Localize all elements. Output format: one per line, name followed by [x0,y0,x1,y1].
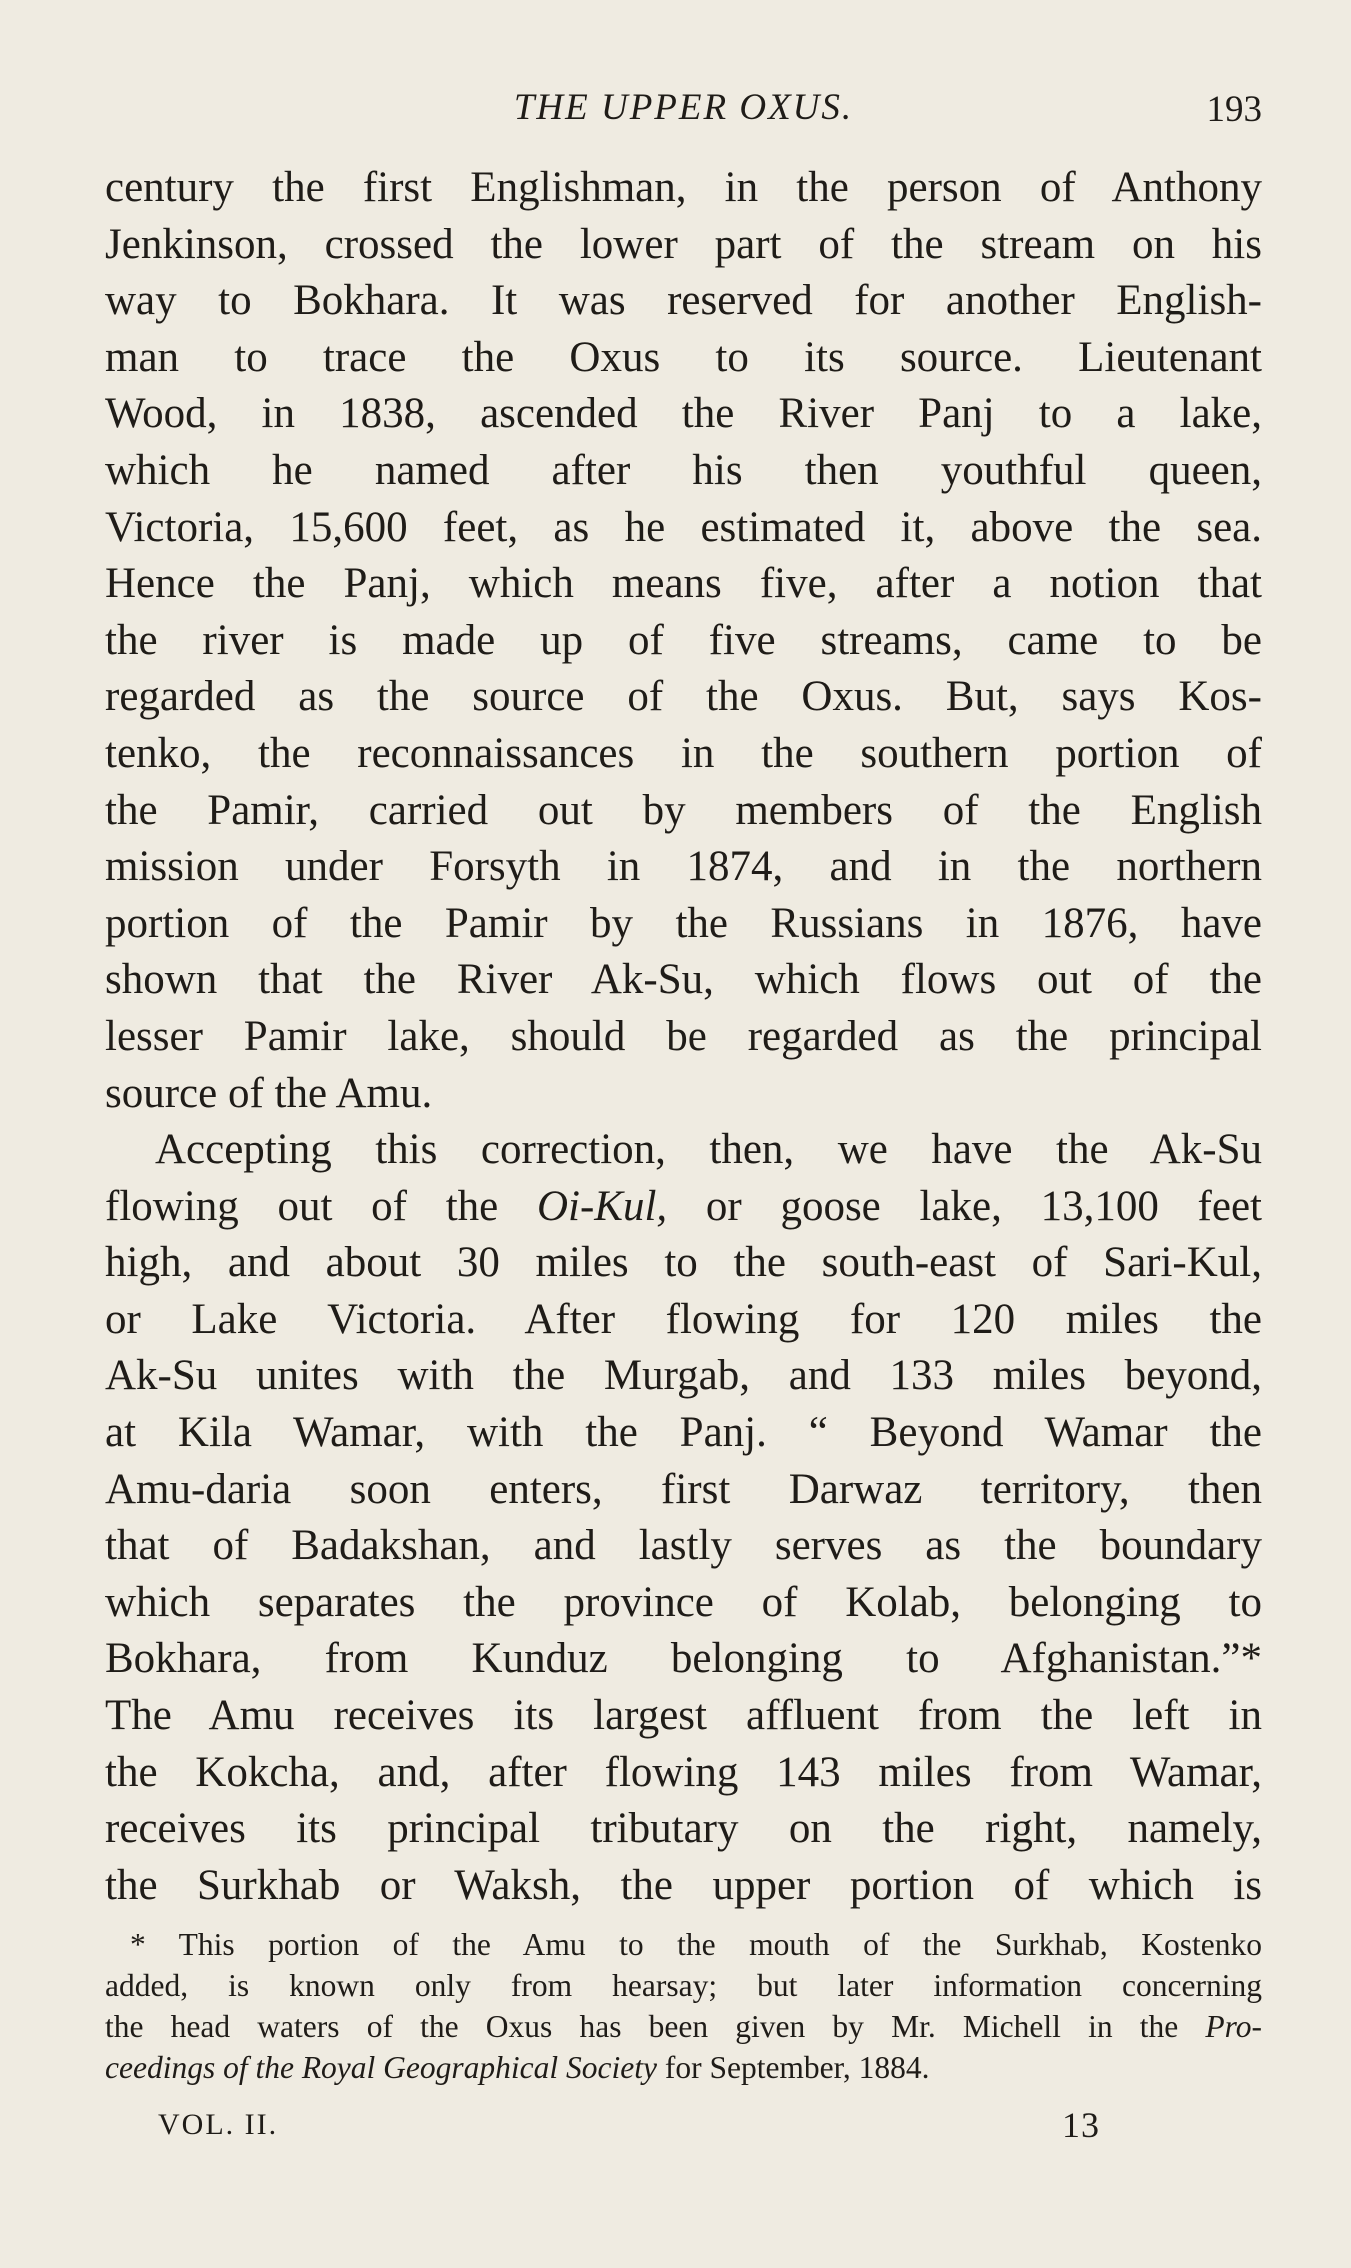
text-segment: the head waters of the Oxus has been given by Mr. Michell in the [105,2009,1206,2044]
text-line: high, and about 30 miles to the south-east of Sari-Kul, [105,1239,1262,1287]
text-line: Hence the Panj, which means five, after a notion that [105,560,1262,608]
text-line: man to trace the Oxus to its source. Lieutenant [105,333,1262,381]
text-line: the Surkhab or Waksh, the upper portion of which is [105,1861,1262,1909]
text-line-with-italic [105,1179,1262,1236]
footnote-line [105,2047,1262,2088]
text-line: shown that the River Ak-Su, which flows out of the [105,956,1262,1004]
text-line: century the first Englishman, in the person of Anthony [105,164,1262,211]
text-segment: flowing out of the [105,1182,537,1230]
text-line: mission under Forsyth in 1874, and in the northern [105,843,1262,891]
volume-signature: VOL. II. [158,2108,279,2141]
text-line: tenko, the reconnaissances in the southern portion of [105,729,1262,777]
text-line: Bokhara, from Kunduz belonging to Afghanistan.”* [105,1635,1262,1683]
text-line: The Amu receives its largest affluent from the left in [105,1692,1262,1740]
signature-mark: 13 [1062,2105,1100,2145]
text-line: or Lake Victoria. After flowing for 120 miles the [105,1295,1262,1343]
body-text [105,160,1262,1914]
text-line: the Kokcha, and, after flowing 143 miles from Wamar, [105,1748,1262,1796]
text-line: Accepting this correction, then, we have the Ak-Su [155,1126,1262,1174]
footnote-line [105,2006,1262,2047]
text-line: at Kila Wamar, with the Panj. “ Beyond Wamar the [105,1409,1262,1457]
text-line: portion of the Pamir by the Russians in 1876, have [105,899,1262,947]
text-line: the Pamir, carried out by members of the English [105,786,1262,834]
text-segment: for September, 1884. [656,2050,930,2085]
text-line: Victoria, 15,600 feet, as he estimated it, above the sea. [105,503,1262,551]
italic-term: Oi-Kul, [536,1182,668,1230]
italic-term: ceedings of the Royal Geographical Society [105,2050,657,2085]
text-line: receives its principal tributary on the right, namely, [105,1805,1262,1853]
text-line: way to Bokhara. It was reserved for another English- [105,277,1262,325]
text-line: Jenkinson, crossed the lower part of the stream on his [105,220,1262,268]
text-line: Amu-daria soon enters, first Darwaz territory, then [105,1465,1262,1513]
page-number: 193 [1206,89,1262,130]
running-title: THE UPPER OXUS. [513,87,854,128]
text-line: lesser Pamir lake, should be regarded as the principal [105,1012,1262,1060]
running-head [105,86,1262,146]
footnote-line: * This portion of the Amu to the mouth of the Surkhab, Kostenko [130,1927,1262,1962]
footnote [105,1924,1262,2088]
text-line: regarded as the source of the Oxus. But, says Kos- [105,673,1262,721]
italic-term: Pro- [1205,2009,1262,2044]
text-line: which he named after his then youthful queen, [105,446,1262,494]
text-line: source of the Amu. [105,1069,433,1117]
text-segment: or goose lake, 13,100 feet [667,1182,1262,1230]
text-line: that of Badakshan, and lastly serves as the boundary [105,1522,1262,1570]
text-line: Ak-Su unites with the Murgab, and 133 miles beyond, [105,1352,1262,1400]
footnote-line: added, is known only from hearsay; but later information concerning [105,1968,1262,2003]
text-line: Wood, in 1838, ascended the River Panj to a lake, [105,390,1262,438]
text-line: the river is made up of five streams, came to be [105,616,1262,664]
text-line: which separates the province of Kolab, belonging to [105,1578,1262,1626]
